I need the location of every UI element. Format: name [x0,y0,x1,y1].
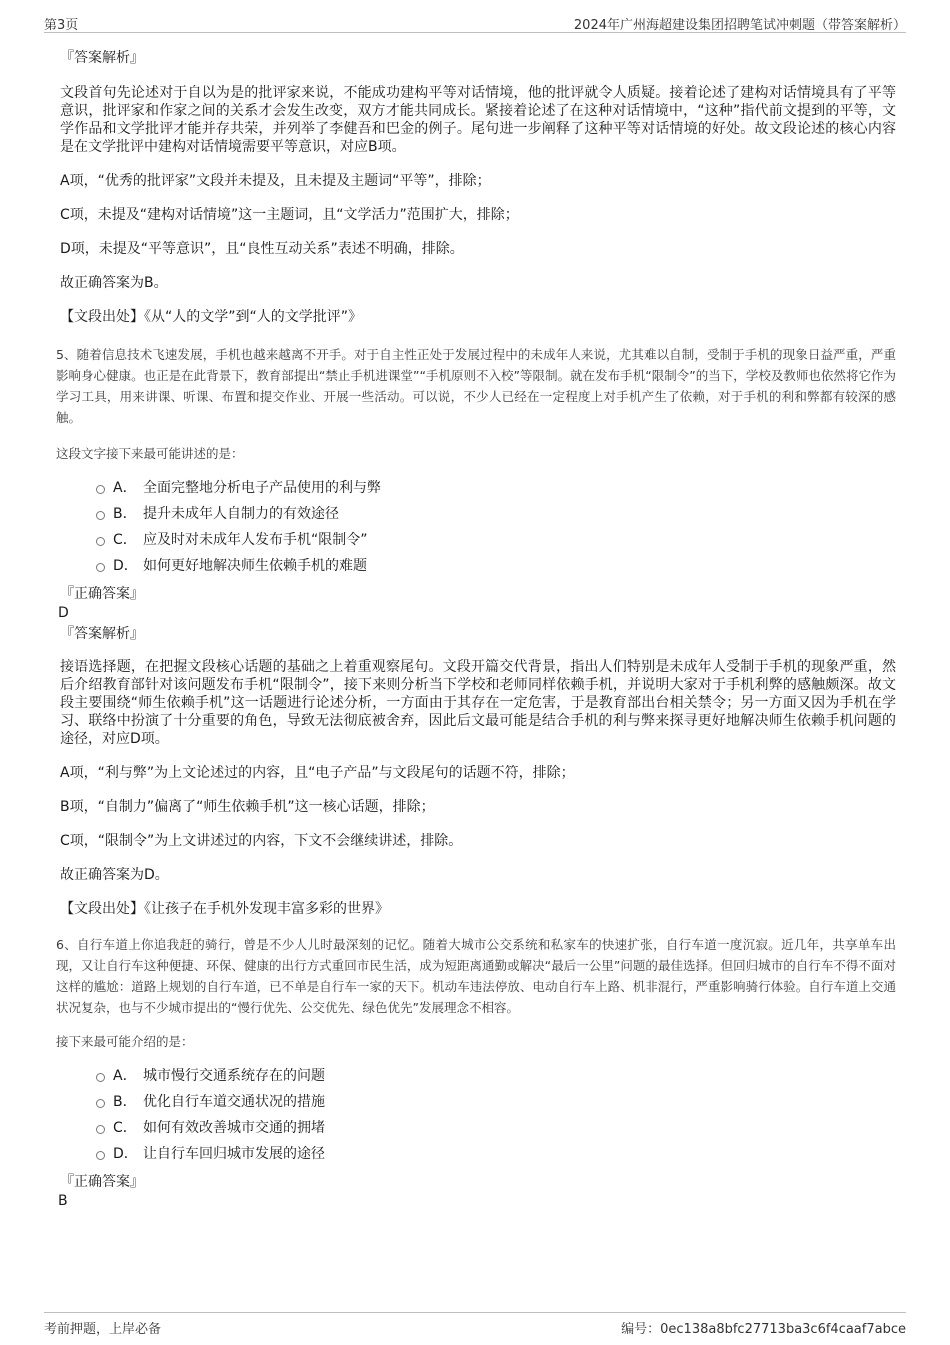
q4-analysis-label: 『答案解析』 [60,50,144,66]
q4-source: 【文段出处】《从“人的文学”到“人的文学批评”》 [60,309,363,325]
q5-source: 【文段出处】《让孩子在手机外发现丰富多彩的世界》 [60,901,389,917]
q4-option-a-note: A项，“优秀的批评家”文段并未提及，且未提及主题词“平等”，排除； [60,173,491,189]
radio-icon[interactable] [96,537,105,546]
q5-option-a-note: A项，“利与弊”为上文论述过的内容，且“电子产品”与文段尾句的话题不符，排除； [60,765,575,781]
q6-option-b[interactable]: B． 优化自行车道交通状况的措施 [96,1088,896,1114]
q5-conclusion: 故正确答案为D。 [60,867,169,883]
q5-ask: 这段文字接下来最可能讲述的是： [56,446,244,461]
q6-correct-value: B [58,1193,68,1209]
q4-option-d-note: D项，未提及“平等意识”，且“良性互动关系”表述不明确，排除。 [60,241,464,257]
q4-option-c-note: C项，未提及“建构对话情境”这一主题词，且“文学活力”范围扩大，排除； [60,207,519,223]
q5-option-b[interactable]: B． 提升未成年人自制力的有效途径 [96,500,896,526]
radio-icon[interactable] [96,1073,105,1082]
q4-analysis-text: 文段首句先论述对于自以为是的批评家来说，不能成功建构平等对话情境，他的批评就令人质疑。接着论述了建构对话情境具有了平等意识，批评家和作家之间的关系才会发生改变，双方才能共同成长。紧接着论述了在这种对话情境中，“这种”指代前文提到的平等，文学作品和文学批评才能并存共荣，并列举了李健吾和巴金的例子。尾句进一步阐释了这种平等对话情境的好处。故文段论述的核心内容是在文学批评中建构对话情境需要平等意识，对应B项。 [60,85,896,155]
radio-icon[interactable] [96,485,105,494]
document-serial: 编号：0ec138a8bfc27713ba3c6f4caaf7abce [621,1322,906,1337]
q5-analysis-text: 接语选择题，在把握文段核心话题的基础之上着重观察尾句。文段开篇交代背景，指出人们特别是未成年人受制于手机的现象严重，然后介绍教育部针对该问题发布手机“限制令”，接下来则分析当下学校和老师同样依赖手机，并说明大家对于手机利弊的感触颇深。故文段主要围绕“师生依赖手机”这一话题进行论述分析，一方面由于其存在一定危害，于是教育部出台相关禁令；另一方面又因为手机在学习、联络中扮演了十分重要的角色，导致无法彻底被舍弃，因此后文最可能是结合手机的利与弊来探寻更好地解决师生依赖手机问题的途径，对应D项。 [60,659,896,747]
footer-slogan: 考前押题，上岸必备 [44,1322,162,1337]
document-body [56,44,896,1210]
page-header [44,12,906,33]
page-footer [44,1312,906,1335]
radio-icon[interactable] [96,1151,105,1160]
q6-option-c[interactable]: C． 如何有效改善城市交通的拥堵 [96,1114,896,1140]
q6-stem: 6、自行车道上你追我赶的骑行，曾是不少人儿时最深刻的记忆。随着大城市公交系统和私家车的快速扩张，自行车道一度沉寂。近几年，共享单车出现，又让自行车这种便捷、环保、健康的出行方式重回市民生活，成为短距离通勤或解决“最后一公里”问题的最佳选择。但回归城市的自行车不得不面对这样的尴尬：道路上规划的自行车道，已不单是自行车一家的天下。机动车违法停放、电动自行车上路、机非混行，严重影响骑行体验。自行车道上交通状况复杂，也与不少城市提出的“慢行优先、公交优先、绿色优先”发展理念不相容。 [56,937,896,1015]
q5-correct-label: 『正确答案』 [60,586,144,602]
q5-analysis-label: 『答案解析』 [60,626,144,642]
document-title: 2024年广州海超建设集团招聘笔试冲刺题（带答案解析） [573,18,906,33]
page-number: 第3页 [44,18,79,33]
q5-option-b-note: B项，“自制力”偏离了“师生依赖手机”这一核心话题，排除； [60,799,435,815]
q5-correct-value: D [58,605,69,621]
q5-stem: 5、随着信息技术飞速发展，手机也越来越离不开手。对于自主性正处于发展过程中的未成年人来说，尤其难以自制，受制于手机的现象日益严重，严重影响身心健康。也正是在此背景下，教育部提出“禁止手机进课堂”“手机原则不入校”等限制。就在发布手机“限制令”的当下，学校及教师也依然将它作为学习工具，用来讲课、听课、布置和提交作业、开展一些活动。可以说，不少人已经在一定程度上对手机产生了依赖，对于手机的利和弊都有较深的感触。 [56,347,896,425]
q6-option-d[interactable]: D． 让自行车回归城市发展的途径 [96,1140,896,1166]
q6-ask: 接下来最可能介绍的是： [56,1034,194,1049]
q6-option-a[interactable]: A． 城市慢行交通系统存在的问题 [96,1062,896,1088]
q5-option-c-note: C项，“限制令”为上文讲述过的内容，下文不会继续讲述，排除。 [60,833,463,849]
q6-correct-label: 『正确答案』 [60,1174,144,1190]
q5-options [56,474,896,578]
q4-conclusion: 故正确答案为B。 [60,275,168,291]
q5-option-d[interactable]: D． 如何更好地解决师生依赖手机的难题 [96,552,896,578]
radio-icon[interactable] [96,563,105,572]
q5-option-c[interactable]: C． 应及时对未成年人发布手机“限制令” [96,526,896,552]
radio-icon[interactable] [96,511,105,520]
radio-icon[interactable] [96,1125,105,1134]
radio-icon[interactable] [96,1099,105,1108]
q5-option-a[interactable]: A． 全面完整地分析电子产品使用的利与弊 [96,474,896,500]
q6-options [56,1062,896,1166]
